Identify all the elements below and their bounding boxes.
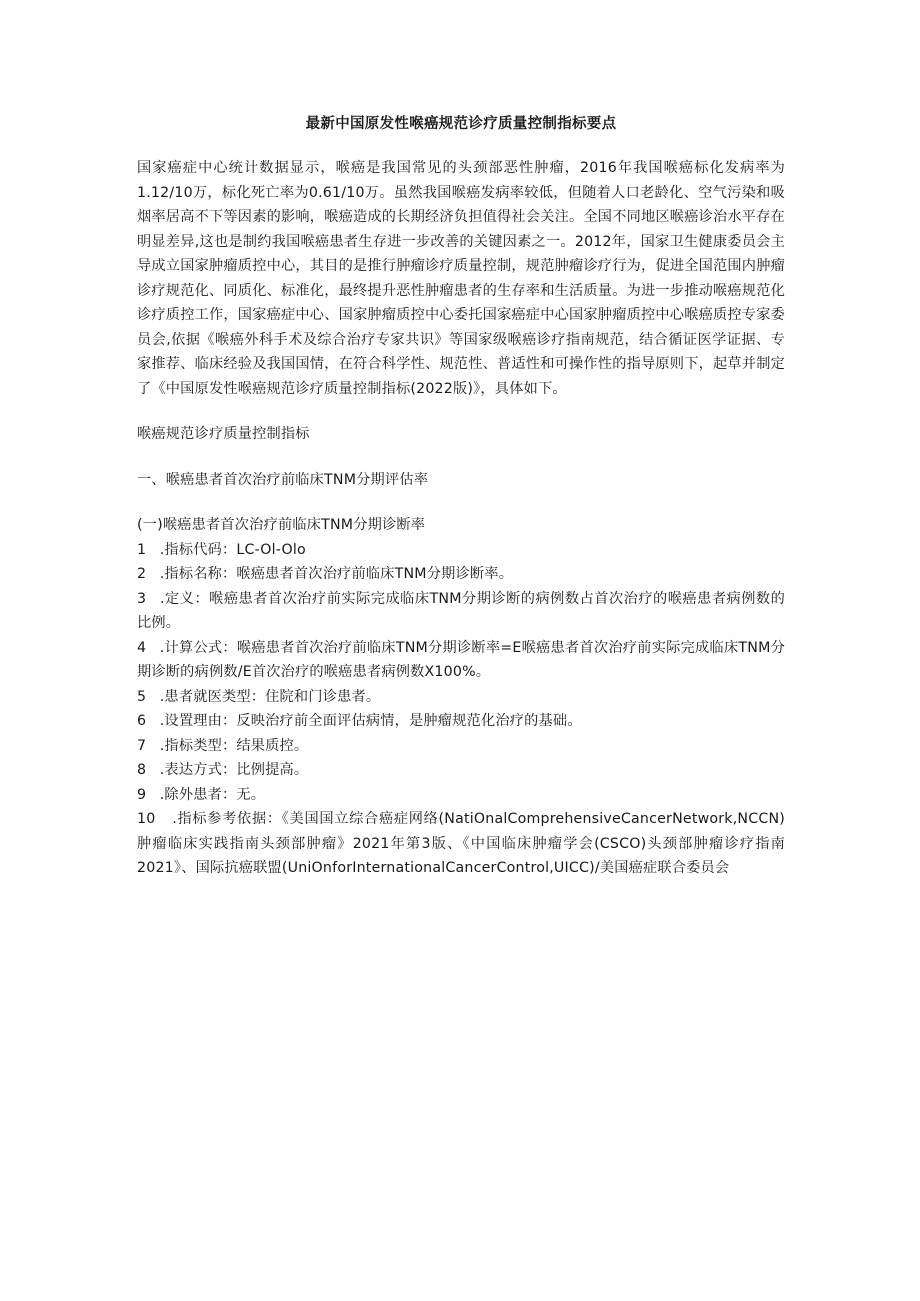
item-text: .指标类型：结果质控。 (159, 737, 309, 754)
item-text: .除外患者：无。 (159, 786, 266, 803)
indicator-item-7 (137, 734, 785, 759)
item-text: .指标代码：LC-Ol-Olo (159, 541, 306, 558)
indicator-item-10 (137, 807, 785, 881)
item-number: 9 (137, 786, 147, 803)
indicator-item-6 (137, 709, 785, 734)
indicator-item-4 (137, 636, 785, 685)
item-number: 7 (137, 737, 147, 754)
indicator-item-9 (137, 783, 785, 808)
indicator-item-1 (137, 538, 785, 563)
item-number: 4 (137, 639, 147, 656)
item-text: .表达方式：比例提高。 (159, 762, 309, 778)
item-text: .患者就医类型：住院和门诊患者。 (159, 688, 381, 705)
item-number: 3 (137, 590, 147, 607)
item-text: .指标参考依据：《美国国立综合癌症网络(NatiOnalComprehensiveCancerNetwork,NCCN)肿瘤临床实践指南头颈部肿瘤》2021年第3版、《中国临床肿瘤学会(CSCO)头颈部肿瘤诊疗指南2021》、国际抗癌联盟(UniOnforInternationalCancerControl,UICC)/美国癌症联合委员会 (137, 811, 785, 876)
indicator-item-8 (137, 758, 785, 783)
document-body (137, 112, 785, 881)
item-number: 1 (137, 541, 147, 558)
item-text: .计算公式：喉癌患者首次治疗前临床TNM分期诊断率=E喉癌患者首次治疗前实际完成临床TNM分期诊断的病例数/E首次治疗的喉癌患者病例数X100%。 (137, 639, 785, 680)
item-text: .定义：喉癌患者首次治疗前实际完成临床TNM分期诊断的病例数占首次治疗的喉癌患者病例数的比例。 (137, 590, 785, 631)
item-number: 10 (137, 811, 156, 827)
item-text: .设置理由：反映治疗前全面评估病情，是肿瘤规范化治疗的基础。 (159, 713, 582, 729)
item-number: 6 (137, 713, 147, 729)
indicator-item-5 (137, 685, 785, 710)
item-number: 5 (137, 688, 147, 705)
document-title: 最新中国原发性喉癌规范诊疗质量控制指标要点 (305, 116, 617, 132)
subsection-title: 一、喉癌患者首次治疗前临床TNM分期评估率 (137, 471, 429, 488)
item-text: .指标名称：喉癌患者首次治疗前临床TNM分期诊断率。 (159, 566, 514, 582)
indicator-item-2 (137, 562, 785, 587)
intro-paragraph: 国家癌症中心统计数据显示，喉癌是我国常见的头颈部恶性肿瘤，2016年我国喉癌标化发病率为1.12/10万，标化死亡率为0.61/10万。虽然我国喉癌发病率较低，但随着人口老龄化、空气污染和吸烟率居高不下等因素的影响，喉癌造成的长期经济负担值得社会关注。全国不同地区喉癌诊治水平存在明显差异,这也是制约我国喉癌患者生存进一步改善的关键因素之一。2012年，国家卫生健康委员会主导成立国家肿瘤质控中心，其目的是推行肿瘤诊疗质量控制，规范肿瘤诊疗行为，促进全国范围内肿瘤诊疗规范化、同质化、标准化，最终提升恶性肿瘤患者的生存率和生活质量。为进一步推动喉癌规范化诊疗质控工作，国家癌症中心、国家肿瘤质控中心委托国家癌症中心国家肿瘤质控中心喉癌质控专家委员会,依据《喉癌外科手术及综合治疗专家共识》等国家级喉癌诊疗指南规范，结合循证医学证据、专家推荐、临床经验及我国国情，在符合科学性、规范性、普适性和可操作性的指导原则下，起草并制定了《中国原发性喉癌规范诊疗质量控制指标(2022版)》，具体如下。 (137, 160, 785, 397)
indicator-item-3 (137, 587, 785, 636)
section-title: 喉癌规范诊疗质量控制指标 (137, 426, 310, 442)
item-number: 2 (137, 566, 147, 582)
item-number: 8 (137, 762, 147, 778)
sub-subsection-title: (一)喉癌患者首次治疗前临床TNM分期诊断率 (137, 517, 426, 533)
